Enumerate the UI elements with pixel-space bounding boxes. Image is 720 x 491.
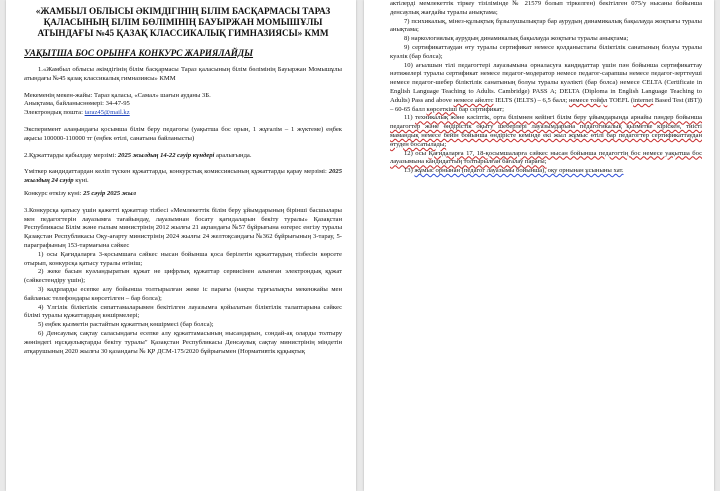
list-item-3: 3) кадрларды есепке алу бойынша толтырылған жеке іс парағы (нақты тұрғылықты мекенжайы мен байланыс телефондары көрсетілген – бар болса);	[24, 285, 342, 302]
review-suffix: күні.	[73, 177, 89, 185]
contest-date: 25 сәуір 2025 жыл	[83, 189, 137, 197]
list-item-8: 8) наркологиялық аурудың динамикалық бақылауда жоқтығы туралы анықтама;	[404, 35, 629, 43]
list-item-10	[390, 62, 702, 115]
contest-date-paragraph	[24, 190, 342, 199]
document-page-1	[6, 0, 356, 491]
item-12-text: Қағидаларға 17, 18-қосымшаларға сәйкес нысан бойынша педагогтің бос немесе уақытша бос лауазымына кандидаттың толтырылған бағалау парағы;	[390, 149, 702, 166]
list-item-2: 2) жеке басын куәландыратын құжат не цифрлық құжаттар сервисінен алынған электрондық құжат (сәйкестендіру үшін);	[24, 268, 342, 285]
spellcheck-word-1: немесе айелтс	[453, 96, 494, 104]
spellcheck-word-4: көрсеткіші	[426, 105, 458, 113]
item-10-text-e: бар сертификат;	[457, 105, 504, 113]
list-item-7: 7) психикалық, мінез-құлықтық бұзылушылықтар бар аурудың динамикалық бақылауда жоқтығы туралы анықтама;	[390, 17, 702, 34]
item-13-number: 13)	[404, 167, 415, 175]
review-date: 2025 жылдың 24 сәуір	[24, 168, 342, 185]
contest-date-prefix: Конкурс өткізу күні:	[24, 189, 84, 197]
deadline-dates: 2025 жылдың 14-22 сәуір күндері	[117, 151, 215, 159]
email-line	[24, 109, 342, 118]
deadline-suffix: аралығында.	[214, 151, 252, 159]
email-label: Электрондық пошта:	[24, 109, 85, 117]
item-13-text: жұмыс орнынан (педагог лауазымы бойынша), оқу орнынан ұсыныны хат.	[414, 167, 624, 175]
list-item-11	[390, 114, 702, 149]
list-item-13	[390, 167, 702, 176]
item-11-number: 11)	[404, 114, 415, 122]
list-item-6: 6) Денсаулық сақтау саласындағы есепке алу құжаттамасының нысандарын, сондай-ақ оларды толтыру жөніндегі нұсқаулықтарды бекіту туралы" Қазақстан Республикасы Денсаулық сақтау министрінің міндетін атқарушының 2020 жылғы 30 қазандағы № ҚР ДСМ-175/2020 бұйрығымен (Нормативтік құқықтық	[24, 329, 342, 355]
email-link[interactable]: taraz45@mail.kz	[84, 109, 130, 117]
address-line: Мекеменің мекен-жайы: Тараз қаласы, «Самал» шағын ауданы 3Б.	[24, 91, 211, 99]
list-item-12	[390, 150, 702, 168]
organization-paragraph: 1.«Жамбыл облысы әкімдігінің білім басқармасы Тараз қаласының білім бөлімінің Бауыржан Момышұлы атындағы №45 қазақ классикалық гимназиясы» КММ	[24, 66, 342, 82]
deadline-prefix: 2.Құжаттарды қабылдау мерзімі:	[24, 151, 118, 159]
review-paragraph	[24, 168, 342, 186]
documents-list-intro: 3.Конкурсқа қатысу үшін қажетті құжаттар тізбесі «Мемлекеттік білім беру ұйымдарының бірінші басшылары мен педагогтерін лауазымға тағайындау, лауазымнан босату қағидаларын бекіту туралы» Қазақстан Республикасы Білім және ғылым министрінің 2012 жылғы 21 ақпандағы №57 бұйрығына өзгерес енгізу туралы Қазақстан Республикасы Оқу-ағарту министрінің 2024 жылғы 24 желтоқсандағы №362 бұйрығының 3-тарау, 5-параграфының 153-тармағына сәйкес	[24, 206, 342, 249]
list-item-6-continued: актілерді мемлекеттік тіркеу тізілімінде № 21579 болып тіркелген) бекітілген 075/у нысаны бойынша денсаулық жағдайы туралы анықтама;	[390, 0, 702, 16]
announcement-heading: УАҚЫТША БОС ОРЫНҒА КОНКУРС ЖАРИЯЛАЙДЫ	[24, 48, 254, 58]
item-12-prefix: 12) осы	[404, 149, 429, 157]
phone-line: Анықтама, байланыснөмері: 34-47-95	[24, 100, 130, 108]
document-page-2	[364, 0, 714, 491]
list-item-4: 4) Үлгілік біліктілік сипаттамаларымен бекітілген лауазымға қойылатын біліктілік талаптарына сәйкес білімі туралы құжаттардың көшірмелері;	[24, 303, 342, 320]
item-10-text-c: TOEFL (	[607, 96, 634, 104]
list-item-1: 1) осы Қағидаларға 3-қосымшаға сәйкес нысан бойынша қоса берілетін құжаттардың тізбесін көрсете отырып, конкурсқа қатысу туралы өтініш;	[24, 250, 342, 267]
document-title: «ЖАМБЫЛ ОБЛЫСЫ ӘКІМДІГІНІҢ БІЛІМ БАСҚАРМАСЫ ТАРАЗ ҚАЛАСЫНЫҢ БІЛІМ БӨЛІМІНІҢ БАУЫРЖАН МОМЫШҰЛЫ АТЫНДАҒЫ №45 ҚАЗАҚ КЛАССИКАЛЫҚ ГИМНАЗИЯСЫ» КММ	[35, 6, 331, 38]
vacancy-paragraph: Эксперимент алаңындағы қосымша білім беру педагогы (уақытша бос орын, 1 жұғалім – 1 жүктеме) еңбек ақысы 100000-110000 тг (еңбек өтілі, санатына байланысты)	[24, 125, 342, 142]
review-prefix: Үміткер кандидаттардан келіп түскен құжаттарды, конкурстық комиссиясының құжаттарды қарау мерзімі:	[24, 168, 329, 176]
deadline-paragraph	[24, 152, 342, 161]
item-10-text-d: Based Test (iBT)) – 60-65 балл	[390, 96, 702, 113]
item-11-text: техникалық және кәсіптік, орта білімнен кейінгі білім беру ұйымдарында арнайы пәндер бойынша педагогтер және өндірістік оқыту шеберлері лауазымдарына педагогикалық қызметке кіріскен, тиісті мамандық немесе бейін бойынша өндірісте кемінде екі жыл жұмыс өтілі бар педагогтер сертификаттаудан өтуден босатылады;	[390, 114, 702, 148]
item-10-text-b: IELTS (IELTS) – 6,5 балл;	[493, 96, 569, 104]
spellcheck-word-3: internet	[633, 96, 654, 104]
item-10-text-a: 10) ағылшын тілі педагогтері лауазымына орналасуға кандидаттар үшін пән бойынша сертификаттау нәтижелері туралы сертификат немесе педагог-модератор немесе педагог-сарапшы немесе педагог-зерттеуші немесе педагог-шебер біліктілік санатының болуы туралы куәлікті (бар болса) немесе CELTA (Certificate in English Language Teaching to Adults. Cambridge) PASS A; DELTA (Diploma in English Language Teaching to Adults) Pass and above	[390, 61, 702, 104]
list-item-9: 9) сертификаттаудан өту туралы сертификат немесе қолданыстағы біліктілік санатының болуы туралы куәлік (бар болса);	[390, 43, 702, 60]
list-item-5: 5) еңбек қызметін растайтын құжаттың көшірмесі (бар болса);	[38, 321, 214, 329]
spellcheck-word-2: немесе тойфл	[568, 96, 608, 104]
